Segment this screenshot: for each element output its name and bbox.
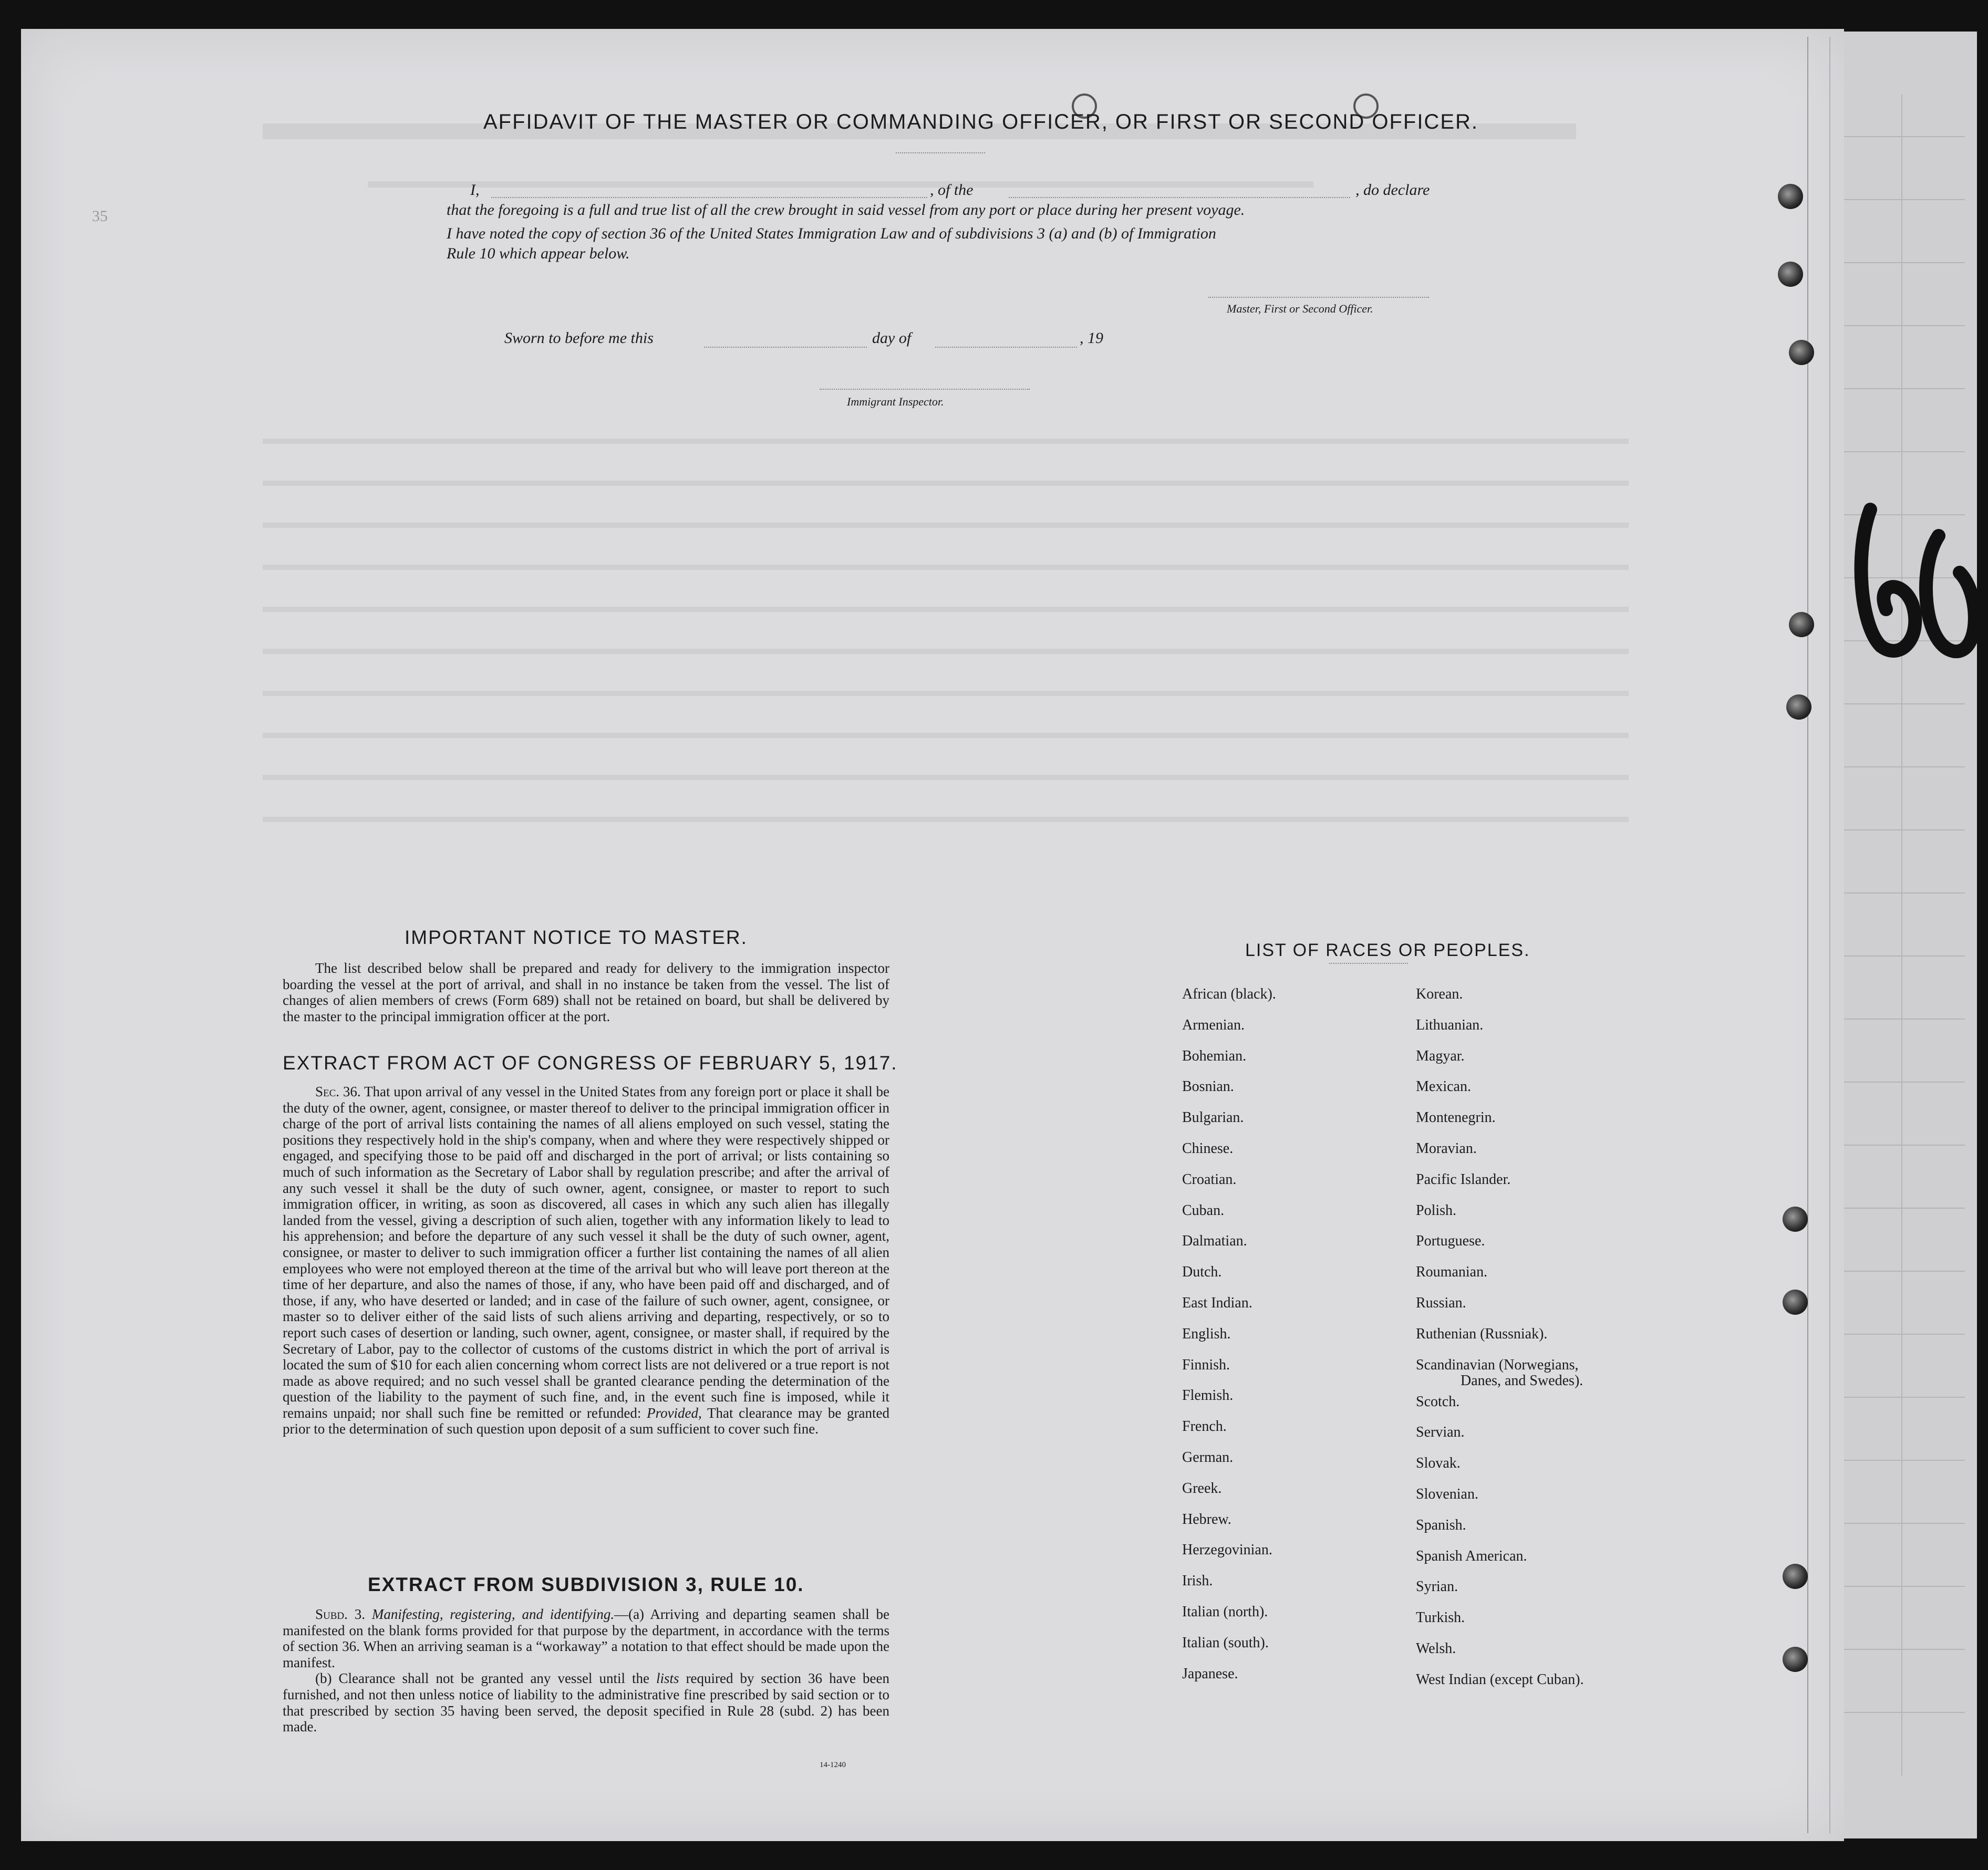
races-right-column <box>1416 986 1584 1703</box>
race-item: Spanish American. <box>1416 1547 1527 1564</box>
binder-hole-2 <box>1778 262 1803 287</box>
subd-label: Subd. 3. <box>315 1606 365 1622</box>
rule-para-a <box>283 1606 889 1670</box>
para-b-end: required by section 36 have been furnished, and not then unless notice of liability to the administrative fine prescribed by said section or to that prescribed by section 35 having been served, the deposit specified in Rule 28 (subd. 2) has been made. <box>283 1670 890 1735</box>
race-item: Mexican. <box>1416 1078 1471 1095</box>
race-item: African (black). <box>1182 986 1276 1002</box>
races-title: LIST OF RACES OR PEOPLES. <box>1245 940 1530 960</box>
races-title-underline <box>1329 963 1408 964</box>
sworn-label: Sworn to before me this <box>504 329 654 347</box>
race-item: Bohemian. <box>1182 1047 1247 1064</box>
form-number: 14-1240 <box>820 1761 846 1769</box>
race-item: Bulgarian. <box>1182 1109 1244 1126</box>
race-item: Italian (south). <box>1182 1634 1269 1651</box>
race-item: Cuban. <box>1182 1202 1225 1219</box>
binder-hole-8 <box>1783 1564 1808 1589</box>
para-a-text: —(a) Arriving and departing seamen shall be manifested on the blank forms provided for that purpose by the department, in accordance with the terms of section 36. When an arriving seaman is a “workaway” a notation to that effect should be made upon the manifest. <box>283 1606 889 1670</box>
race-item: Italian (north). <box>1182 1603 1268 1620</box>
binder-hole-1 <box>1778 184 1803 209</box>
race-item: Moravian. <box>1416 1140 1477 1157</box>
race-item: Greek. <box>1182 1480 1222 1497</box>
declaration-line-3: Rule 10 which appear below. <box>447 245 630 262</box>
sec-text-end: That clearance may be granted prior to the determination of such question upon deposit of a sum sufficient to cover such fine. <box>283 1405 890 1437</box>
name-blank-line <box>491 197 927 198</box>
sec-text: That upon arrival of any vessel in the United States from any foreign port or place it shall be the duty of the owner, agent, consignee, or master thereof to deliver to the principal immigration officer in charge of the port of arrival lists containing the names of all aliens employed on such vessel, stating the positions they respectively hold in the ship's company, when and where they were respectively shipped or engaged, and specifying those to be paid off and discharged in the port of arrival; or lists containing so much of such information as the Secretary of Labor shall by regulation prescribe; and after the arrival of any such vessel it shall be the duty of such owner, agent, consignee, or master to report to such immigration officer, in writing, as soon as discovered, all cases in which any such alien has illegally landed from the vessel, giving a description of such alien, together with any information likely to lead to his apprehension; and before the departure of any such vessel it shall be the duty of such owner, agent, consignee, or master to deliver to such immigration officer a further list containing the names of all alien employees who were not employed thereon at the time of the arrival but who will leave port thereon at the time of her departure, and also the names of those, if any, who have been paid off and discharged, and of those, if any, who have deserted or landed; and in case of the failure of such owner, agent, consignee, or master so to deliver either of the said lists of such aliens arriving and departing, respectively, or so to report such cases of desertion or landing, such owner, agent, consignee, or master shall, if required by the Secretary of Labor, pay to the collector of customs of the customs district in which the port of arrival is located the sum of $10 for each alien concerning whom correct lists are not delivered or a true report is not made as above required; and no such vessel shall be granted clearance pending the determination of the question of the liability to the payment of such fine, and, in the event such fine is imposed, while it remains unpaid; nor shall such fine be remitted or refunded: <box>283 1084 890 1421</box>
race-item: Spanish. <box>1416 1516 1466 1533</box>
of-the-label: , of the <box>930 181 974 199</box>
title-underline <box>896 152 985 153</box>
race-item: West Indian (except Cuban). <box>1416 1671 1584 1688</box>
race-item: East Indian. <box>1182 1294 1252 1311</box>
notice-text: The list described below shall be prepared and ready for delivery to the immigration inspector boarding the vessel at the port of arrival, and shall in no instance be taken from the vessel. The list of changes of alien members of crews (Form 689) shall not be retained on board, but shall be delivered by the master to the principal immigration officer at the port. <box>283 960 889 1024</box>
signature-caption: Master, First or Second Officer. <box>1227 302 1373 315</box>
act-extract-block <box>283 1084 889 1437</box>
race-item: Flemish. <box>1182 1387 1234 1404</box>
race-item: Turkish. <box>1416 1609 1465 1626</box>
sec-label: Sec. 36. <box>315 1084 361 1099</box>
race-item: Welsh. <box>1416 1640 1456 1657</box>
act-section-36 <box>283 1084 889 1437</box>
race-item: Servian. <box>1416 1424 1465 1441</box>
day-of-label: day of <box>872 329 912 347</box>
race-item: Chinese. <box>1182 1140 1234 1157</box>
do-declare-label: , do declare <box>1355 181 1430 199</box>
race-item: Russian. <box>1416 1294 1466 1311</box>
vessel-blank-line <box>1009 197 1350 198</box>
race-item: Slovak. <box>1416 1455 1461 1472</box>
race-item: Herzegovinian. <box>1182 1542 1272 1559</box>
race-item: Croatian. <box>1182 1171 1237 1188</box>
race-item: Japanese. <box>1182 1665 1238 1682</box>
declarant-i: I, <box>470 181 480 199</box>
sworn-day-blank <box>704 347 867 348</box>
sworn-month-blank <box>935 347 1077 348</box>
race-item: French. <box>1182 1418 1227 1435</box>
para-b-start: (b) Clearance shall not be granted any vessel until the <box>315 1670 649 1687</box>
race-item: Finnish. <box>1182 1356 1230 1373</box>
race-item: Scotch. <box>1416 1393 1460 1410</box>
handwritten-scrawl <box>1849 489 1981 678</box>
margin-mark: 35 <box>92 207 108 225</box>
underlying-sheet-grid <box>1839 95 1965 1775</box>
declaration-line-1: that the foregoing is a full and true list of all the crew brought in said vessel from any port or place during her present voyage. <box>447 201 1245 219</box>
race-item: Slovenian. <box>1416 1485 1478 1502</box>
race-item: Polish. <box>1416 1202 1457 1219</box>
binder-hole-6 <box>1783 1207 1808 1232</box>
subd-heading: Manifesting, registering, and identifying. <box>371 1606 615 1622</box>
race-item: Portuguese. <box>1416 1233 1485 1250</box>
race-item: English. <box>1182 1325 1231 1342</box>
race-item: German. <box>1182 1449 1234 1466</box>
provided-label: Provided, <box>647 1405 702 1421</box>
race-item: Montenegrin. <box>1416 1109 1496 1126</box>
race-item: Dalmatian. <box>1182 1233 1247 1250</box>
races-left-column <box>1182 986 1276 1697</box>
notice-text-block <box>283 960 889 1024</box>
act-extract-title: EXTRACT FROM ACT OF CONGRESS OF FEBRUARY 5, 1917. <box>283 1052 898 1074</box>
rule-para-b <box>283 1670 889 1734</box>
binder-hole-9 <box>1783 1647 1808 1672</box>
para-b-lists: lists <box>656 1670 679 1687</box>
race-item: Pacific Islander. <box>1416 1171 1511 1188</box>
page-edge <box>1807 37 1830 1833</box>
race-item: Roumanian. <box>1416 1264 1488 1281</box>
declaration-line-2: I have noted the copy of section 36 of the United States Immigration Law and of subdivisions 3 (a) and (b) of Immigration <box>447 225 1216 242</box>
binder-hole-7 <box>1783 1290 1808 1315</box>
race-item: Syrian. <box>1416 1578 1458 1595</box>
inspector-caption: Immigrant Inspector. <box>847 395 944 408</box>
race-item: Irish. <box>1182 1573 1213 1590</box>
race-item: Hebrew. <box>1182 1511 1231 1528</box>
binder-hole-4 <box>1789 612 1814 637</box>
rule-extract-block <box>283 1606 889 1735</box>
affidavit-title: AFFIDAVIT OF THE MASTER OR COMMANDING OFFICER, OR FIRST OR SECOND OFFICER. <box>483 110 1478 133</box>
binder-hole-3 <box>1789 340 1814 365</box>
inspector-signature-line <box>820 389 1030 390</box>
rule-extract-title: EXTRACT FROM SUBDIVISION 3, RULE 10. <box>368 1574 804 1595</box>
notice-title: IMPORTANT NOTICE TO MASTER. <box>405 927 748 948</box>
race-item: Armenian. <box>1182 1016 1245 1033</box>
race-item: Dutch. <box>1182 1264 1222 1281</box>
race-item: Bosnian. <box>1182 1078 1234 1095</box>
race-item: Magyar. <box>1416 1047 1465 1064</box>
race-item: Korean. <box>1416 986 1463 1002</box>
race-item: Lithuanian. <box>1416 1016 1484 1033</box>
year-label: , 19 <box>1080 329 1103 347</box>
binder-hole-5 <box>1786 694 1811 720</box>
race-item: Danes, and Swedes). <box>1461 1372 1583 1389</box>
signature-line <box>1208 297 1429 298</box>
race-item: Scandinavian (Norwegians, <box>1416 1356 1579 1373</box>
race-item: Ruthenian (Russniak). <box>1416 1325 1548 1342</box>
